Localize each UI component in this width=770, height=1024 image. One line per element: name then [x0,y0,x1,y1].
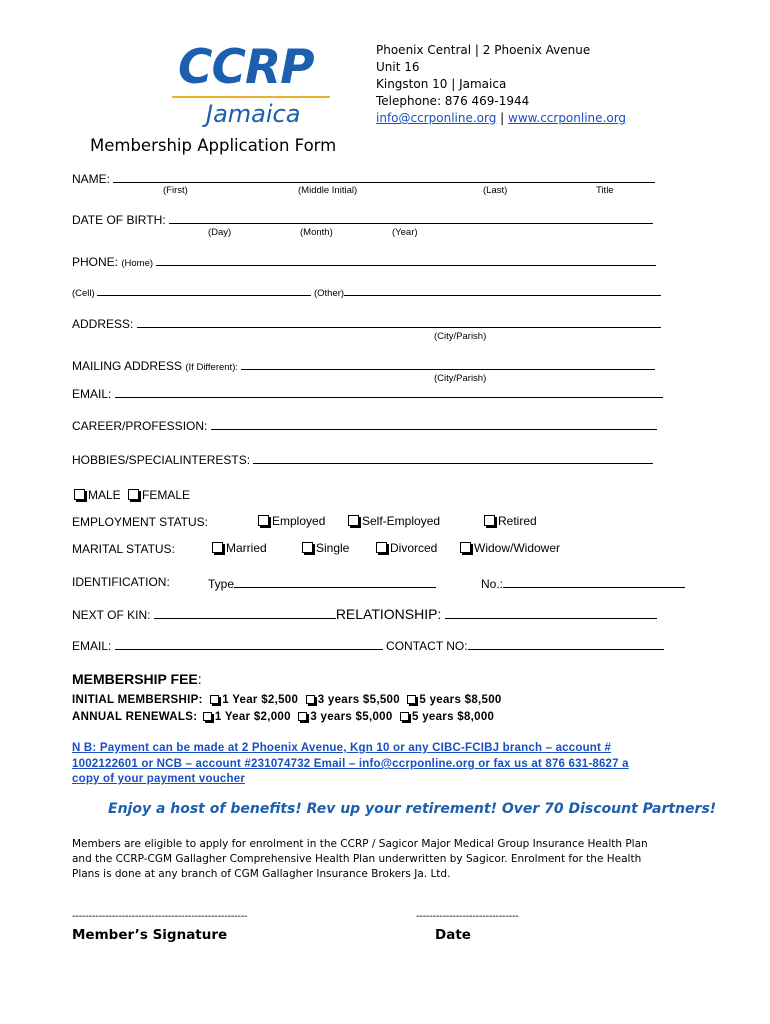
initial-1yr: 1 Year $2,500 [222,694,299,706]
identification-label: IDENTIFICATION: [72,575,170,589]
divorced-label: Divorced [390,541,438,555]
mailing-city-hint: (City/Parish) [434,373,487,384]
id-type-label: Type [208,577,235,591]
mailing-row [72,357,655,373]
cell-hint: (Cell) [72,288,95,299]
married-option[interactable] [212,541,267,555]
date-line[interactable]: ------------------------------- [416,911,519,922]
relationship-line[interactable] [445,606,657,619]
telephone: Telephone: 876 469-1944 [376,94,530,108]
employed-checkbox[interactable] [258,515,269,526]
renew-5yr-checkbox[interactable] [400,712,409,721]
email-row [72,385,663,401]
id-no-line[interactable] [503,575,685,588]
cell-row [72,285,661,299]
phone-row [72,253,656,269]
initial-1yr-checkbox[interactable] [210,695,219,704]
initial-5yr: 5 years $8,500 [419,694,502,706]
contact-no-label: CONTACT NO: [386,639,468,653]
initial-label: INITIAL MEMBERSHIP: [72,694,203,706]
name-line[interactable] [113,170,655,183]
initial-membership-row [72,694,502,706]
address-label: ADDRESS: [72,317,134,331]
logo-wordmark: CCRP [178,40,314,95]
date-label: Date [435,927,471,943]
kin-email-row [72,637,664,653]
email-line[interactable] [115,385,663,398]
email-link[interactable]: info@ccrponline.org [376,111,497,125]
contact-links [376,110,626,127]
employed-label: Employed [272,514,326,528]
membership-fee-heading [72,671,202,687]
dob-month-hint: (Month) [300,227,333,238]
male-checkbox[interactable] [74,489,85,500]
divorced-checkbox[interactable] [376,542,387,553]
signature-label: Member’s Signature [72,927,228,943]
logo-subtitle: Jamaica [206,100,301,128]
hobbies-line[interactable] [253,451,653,464]
cell-line[interactable] [97,285,311,296]
widow-label: Widow/Widower [474,541,561,555]
renew-1yr: 1 Year $2,000 [214,711,291,723]
single-checkbox[interactable] [302,542,313,553]
dob-row [72,211,653,227]
name-middle-hint: (Middle Initial) [298,185,358,196]
renew-1yr-checkbox[interactable] [203,712,212,721]
email-label: EMAIL: [72,387,112,401]
signature-line[interactable]: ----------------------------------------------------- [72,911,248,922]
id-no-label: No.: [481,577,504,591]
self-employed-checkbox[interactable] [348,515,359,526]
renew-label: ANNUAL RENEWALS: [72,711,198,723]
phone-home-line[interactable] [156,253,656,266]
dob-year-hint: (Year) [392,227,418,238]
career-label: CAREER/PROFESSION: [72,419,208,433]
widow-option[interactable] [460,541,560,555]
single-label: Single [316,541,350,555]
id-type-row [208,575,436,591]
health-plan-line-1: Members are eligible to apply for enrolment in the CCRP / Sagicor Major Medical Group Insurance Health Plan [72,838,648,850]
career-row [72,417,657,433]
phone-label: PHONE: [72,255,119,269]
name-title-hint: Title [596,185,614,196]
name-first-hint: (First) [163,185,188,196]
website-link[interactable]: www.ccrponline.org [508,111,627,125]
benefits-tagline: Enjoy a host of benefits! Rev up your retirement! Over 70 Discount Partners! [108,801,717,817]
phone-home-hint: (Home) [121,258,154,269]
dob-line[interactable] [169,211,653,224]
kin-email-line[interactable] [115,637,383,650]
mailing-line[interactable] [241,357,655,370]
self-employed-option[interactable] [348,514,440,528]
dob-day-hint: (Day) [208,227,232,238]
hobbies-row [72,451,653,467]
address-row [72,315,661,331]
nb-line-3: copy of your payment voucher [72,773,246,785]
female-label: FEMALE [142,488,191,502]
health-plan-line-3: Plans is done at any branch of CGM Gallagher Insurance Brokers Ja. Ltd. [72,868,451,880]
other-hint: (Other) [313,288,345,299]
retired-option[interactable] [484,514,537,528]
form-title: Membership Application Form [90,136,337,155]
employed-option[interactable] [258,514,325,528]
next-of-kin-row [72,606,657,622]
initial-3yr: 3 years $5,500 [317,694,400,706]
mailing-label: MAILING ADDRESS [72,359,183,373]
health-plan-line-2: and the CCRP-CGM Gallagher Comprehensive Health Plan underwritten by Sagicor. Enrolment for the Health [72,853,642,865]
mailing-note: (If Different): [185,362,238,373]
renew-3yr: 3 years $5,000 [310,711,393,723]
self-employed-label: Self-Employed [362,514,441,528]
gender-row [74,488,190,502]
widow-checkbox[interactable] [460,542,471,553]
employment-label: EMPLOYMENT STATUS: [72,515,209,529]
nb-line-2: 1002122601 or NCB – account #231074732 Email – info@ccrponline.org or fax us at 876 631-8627 a [72,758,629,770]
name-label: NAME: [72,172,111,186]
renew-5yr: 5 years $8,000 [412,711,495,723]
logo-divider [172,96,330,98]
address-line-3: Kingston 10 | Jamaica [376,77,507,91]
address-line-1: Phoenix Central | 2 Phoenix Avenue [376,43,591,57]
other-line[interactable] [344,285,661,296]
dob-label: DATE OF BIRTH: [72,213,166,227]
divorced-option[interactable] [376,541,437,555]
address-city-hint: (City/Parish) [434,331,487,342]
link-separator: | [496,111,509,125]
renew-3yr-checkbox[interactable] [298,712,307,721]
married-checkbox[interactable] [212,542,223,553]
contact-no-line[interactable] [468,637,664,650]
retired-label: Retired [498,514,537,528]
next-of-kin-label: NEXT OF KIN: [72,608,151,622]
nb-line-1: N B: Payment can be made at 2 Phoenix Avenue, Kgn 10 or any CIBC-FCIBJ branch – account # [72,742,612,754]
fee-heading-text: MEMBERSHIP FEE [72,671,198,687]
career-line[interactable] [211,417,657,430]
name-row [72,170,655,186]
married-label: Married [226,541,267,555]
single-option[interactable] [302,541,349,555]
annual-renewals-row [72,711,494,723]
fee-heading-colon: : [197,671,202,687]
address-line[interactable] [137,315,661,328]
name-last-hint: (Last) [483,185,508,196]
initial-3yr-checkbox[interactable] [306,695,315,704]
kin-email-label: EMAIL: [72,639,112,653]
hobbies-label: HOBBIES/SPECIALINTERESTS: [72,453,251,467]
marital-label: MARITAL STATUS: [72,542,175,556]
next-of-kin-line[interactable] [154,606,336,619]
retired-checkbox[interactable] [484,515,495,526]
relationship-label: RELATIONSHIP: [335,606,442,622]
id-no-row [481,575,685,591]
address-line-2: Unit 16 [376,60,420,74]
male-label: MALE [88,488,121,502]
female-checkbox[interactable] [128,489,139,500]
id-type-line[interactable] [234,575,436,588]
initial-5yr-checkbox[interactable] [407,695,416,704]
